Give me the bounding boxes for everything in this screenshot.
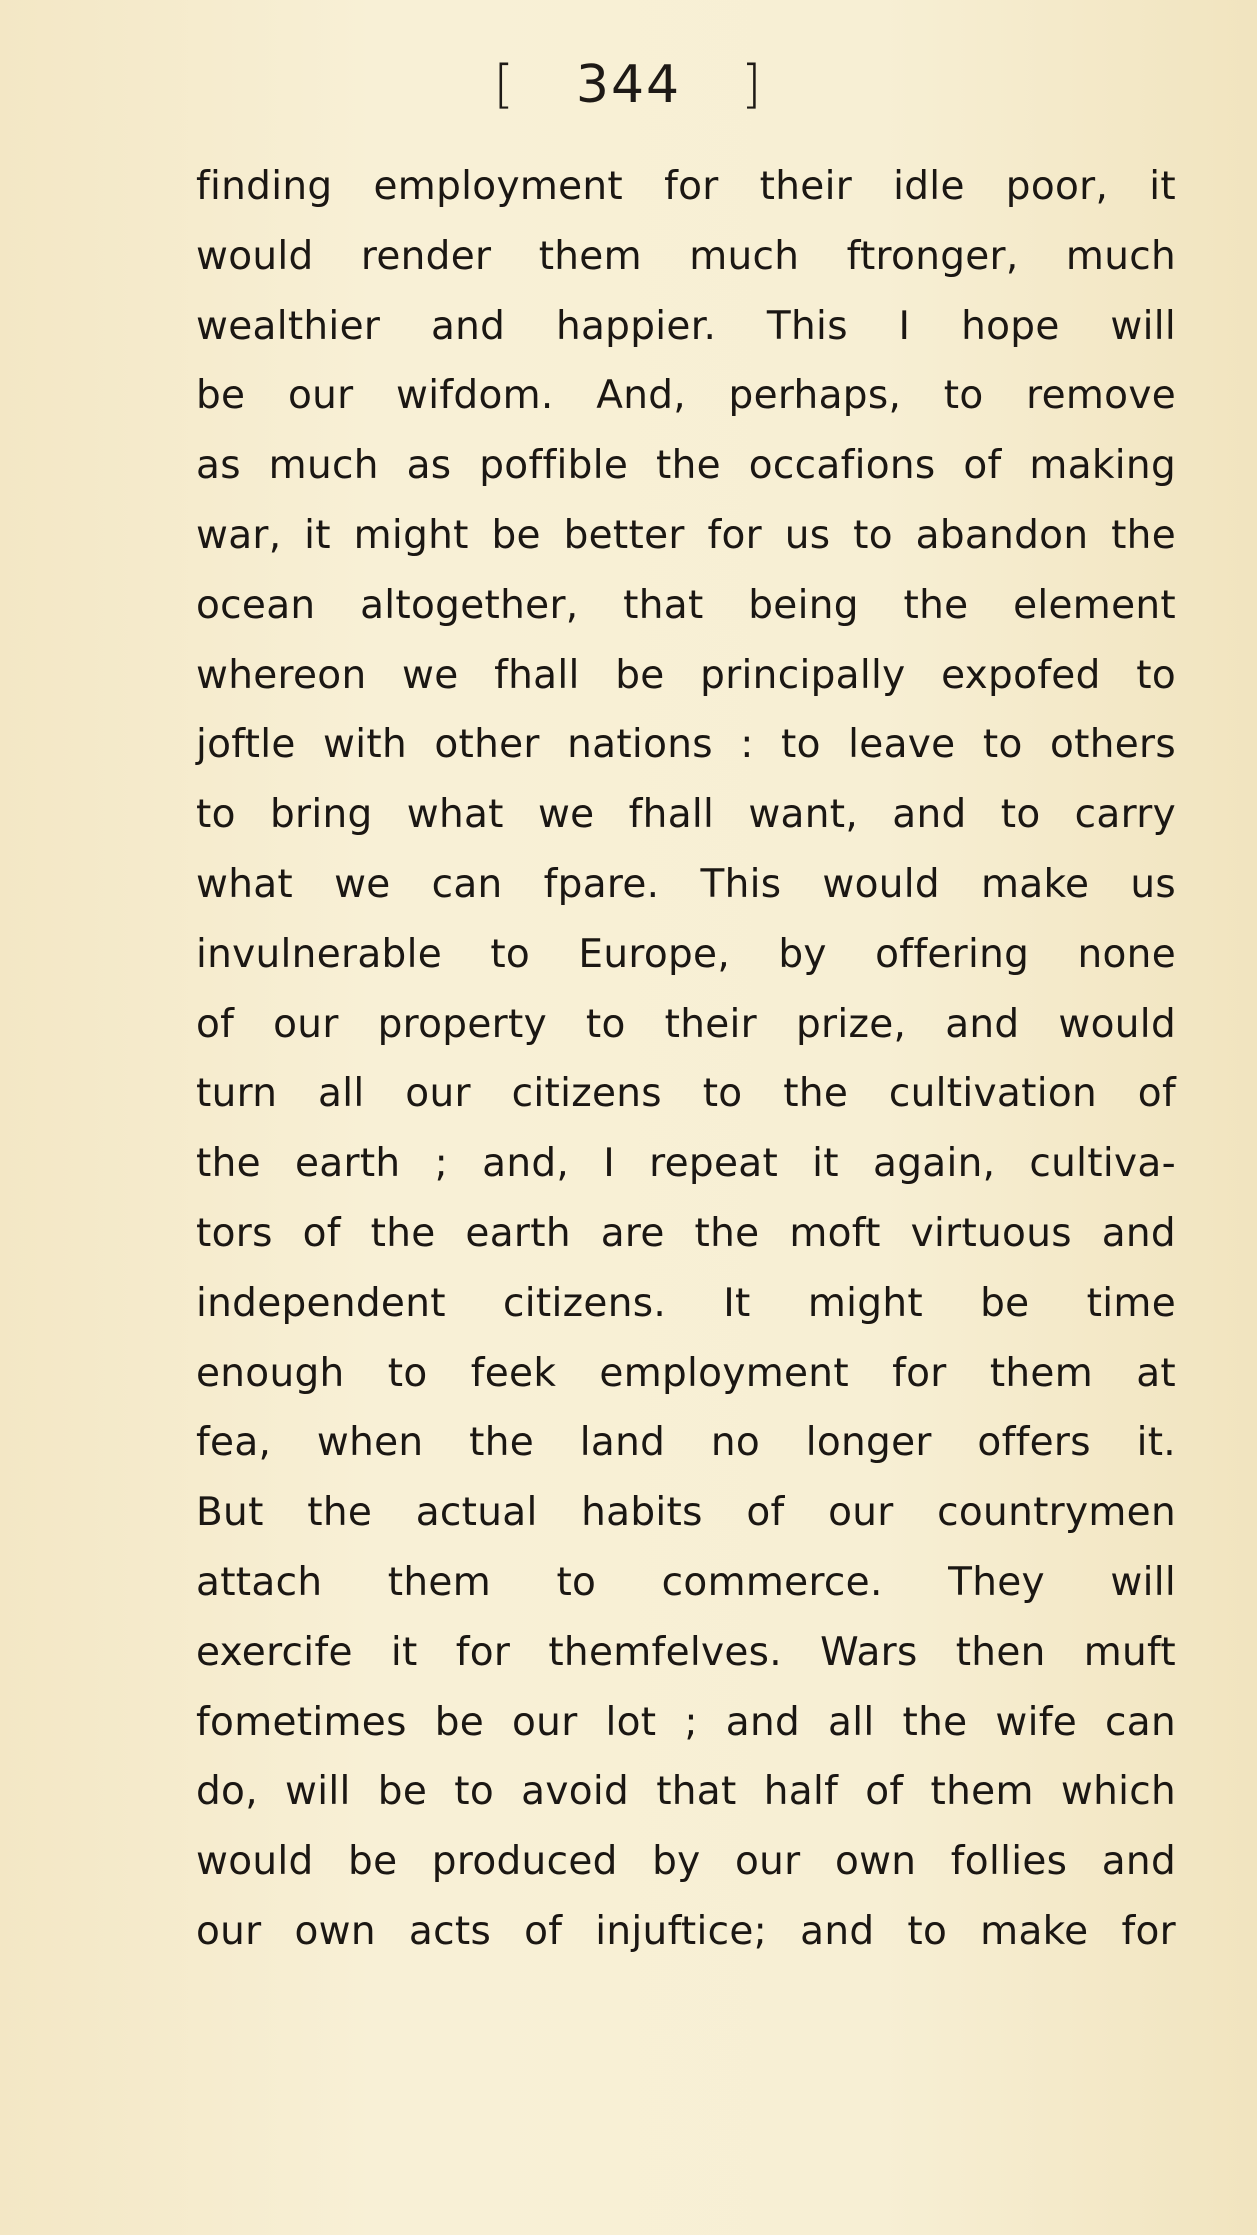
text-line: joftle with other nations : to leave to others	[196, 722, 1176, 768]
text-line: war, it might be better for us to abandon the	[196, 512, 1176, 558]
text-line: But the actual habits of our countrymen	[196, 1490, 1176, 1536]
text-line: of our property to their prize, and would	[196, 1001, 1176, 1047]
text-line: attach them to commerce. They will	[196, 1559, 1176, 1605]
text-line: fea, when the land no longer offers it.	[196, 1420, 1176, 1466]
text-line: our own acts of injuftice; and to make for	[196, 1908, 1176, 1954]
text-line: ocean altogether, that being the element	[196, 582, 1176, 628]
page-number-close-bracket: ]	[741, 55, 764, 115]
text-line: turn all our citizens to the cultivation of	[196, 1071, 1176, 1117]
text-line: do, will be to avoid that half of them which	[196, 1769, 1176, 1815]
page-number	[0, 55, 1257, 115]
text-line: what we can fpare. This would make us	[196, 861, 1176, 907]
text-line: as much as poffible the occafions of making	[196, 443, 1176, 489]
text-line: the earth ; and, I repeat it again, cultiva-	[196, 1141, 1176, 1187]
page-number-value: 344	[575, 55, 682, 115]
text-line: finding employment for their idle poor, it	[196, 164, 1176, 209]
text-line: would be produced by our own follies and	[196, 1839, 1176, 1885]
text-line: wealthier and happier. This I hope will	[196, 303, 1176, 349]
text-line: whereon we fhall be principally expofed to	[196, 652, 1176, 698]
body-text	[196, 152, 1176, 1967]
text-line: be our wifdom. And, perhaps, to remove	[196, 373, 1176, 419]
text-line: tors of the earth are the moft virtuous and	[196, 1210, 1176, 1256]
text-line: fometimes be our lot ; and all the wife can	[196, 1699, 1176, 1745]
text-line: independent citizens. It might be time	[196, 1280, 1176, 1326]
text-line: exercife it for themfelves. Wars then muft	[196, 1629, 1176, 1675]
text-line: to bring what we fhall want, and to carry	[196, 792, 1176, 838]
text-line: invulnerable to Europe, by offering none	[196, 931, 1176, 977]
text-line: enough to feek employment for them at	[196, 1350, 1176, 1396]
page-number-open-bracket: [	[493, 55, 516, 115]
text-line: would render them much ftronger, much	[196, 233, 1176, 279]
